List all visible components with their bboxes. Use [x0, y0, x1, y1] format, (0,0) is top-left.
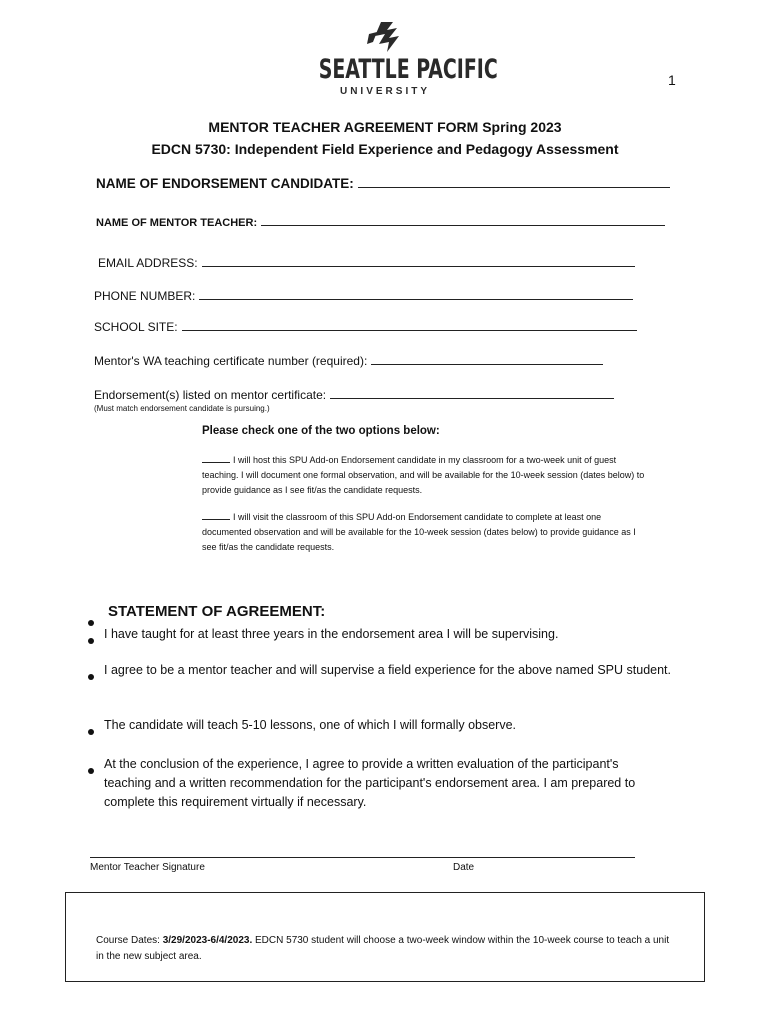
form-title: MENTOR TEACHER AGREEMENT FORM Spring 2023	[208, 119, 562, 135]
candidate-name-field	[96, 175, 670, 191]
statement-bullet	[88, 614, 94, 632]
page-number: 1	[668, 72, 676, 88]
option-visit	[202, 510, 652, 555]
statement-item-2: I agree to be a mentor teacher and will supervise a field experience for the above named SPU student.	[104, 663, 671, 677]
bullet-2	[88, 668, 94, 686]
endorsements-label: Endorsement(s) listed on mentor certificate:	[94, 388, 327, 402]
course-dates-text	[96, 933, 676, 965]
email-field	[98, 254, 635, 270]
bullet-icon	[88, 674, 94, 680]
mentor-name-field	[96, 213, 665, 229]
options-heading: Please check one of the two options below:	[202, 425, 440, 437]
option-host	[202, 453, 652, 498]
school-field	[94, 318, 637, 334]
school-label: SCHOOL SITE:	[94, 320, 178, 334]
phone-label: PHONE NUMBER:	[94, 289, 196, 303]
option-host-checkbox[interactable]	[202, 453, 230, 463]
statement-item-1: I have taught for at least three years in the endorsement area I will be supervising.	[104, 627, 559, 641]
email-label: EMAIL ADDRESS:	[98, 256, 198, 270]
statement-item-3: The candidate will teach 5-10 lessons, one of which I will formally observe.	[104, 718, 517, 732]
endorsements-line[interactable]	[330, 386, 614, 399]
statement-heading: STATEMENT OF AGREEMENT:	[108, 603, 326, 620]
certificate-line[interactable]	[371, 352, 603, 365]
option-visit-text: I will visit the classroom of this SPU Add-on Endorsement candidate to complete at least one documented observation and will be available for the 10-week session (dates below) to provide guidance as I see fit/as the candidate requests.	[202, 512, 636, 552]
spu-logo-icon	[363, 20, 407, 54]
course-description: EDCN 5730 student will choose a two-week window within the 10-week course to teach a unit in the new subject area.	[96, 935, 670, 962]
candidate-name-line[interactable]	[358, 175, 670, 188]
signature-line[interactable]	[90, 857, 635, 858]
bullet-icon	[88, 638, 94, 644]
bullet-3	[88, 723, 94, 741]
option-host-text: I will host this SPU Add-on Endorsement candidate in my classroom for a two-week unit of guest teaching. I will document one formal observation, and will be available for the 10-week session (dates below) to provide guidance as I see fit/as the candidate requests.	[202, 455, 645, 495]
bullet-1	[88, 632, 94, 650]
bullet-icon	[88, 768, 94, 774]
bullet-4	[88, 762, 94, 780]
option-visit-checkbox[interactable]	[202, 510, 230, 520]
logo-subtitle: UNIVERSITY	[339, 86, 430, 97]
course-prefix: Course Dates:	[96, 935, 163, 946]
logo-name: SEATTLE PACIFIC	[318, 54, 498, 85]
signature-label: Mentor Teacher Signature	[90, 862, 205, 873]
university-logo	[300, 20, 498, 97]
form-subtitle: EDCN 5730: Independent Field Experience and Pedagogy Assessment	[151, 141, 619, 157]
mentor-name-label: NAME OF MENTOR TEACHER:	[96, 217, 258, 229]
bullet-icon	[88, 620, 94, 626]
statement-item-4: At the conclusion of the experience, I agree to provide a written evaluation of the participant's teaching and a written recommendation for the participant's endorsement area. I am prepared to complete this requirement virtually if necessary.	[104, 757, 636, 809]
phone-field	[94, 287, 633, 303]
certificate-label: Mentor's WA teaching certificate number (required):	[94, 354, 368, 368]
date-label: Date	[453, 862, 475, 873]
bullet-icon	[88, 729, 94, 735]
school-line[interactable]	[182, 318, 637, 331]
candidate-name-label: NAME OF ENDORSEMENT CANDIDATE:	[96, 176, 354, 191]
certificate-field	[94, 352, 603, 368]
email-line[interactable]	[202, 254, 635, 267]
course-dates: 3/29/2023-6/4/2023.	[162, 935, 253, 946]
phone-line[interactable]	[199, 287, 633, 300]
endorsements-note: (Must match endorsement candidate is pursuing.)	[94, 404, 270, 413]
endorsements-field	[94, 386, 614, 402]
mentor-name-line[interactable]	[261, 213, 665, 226]
